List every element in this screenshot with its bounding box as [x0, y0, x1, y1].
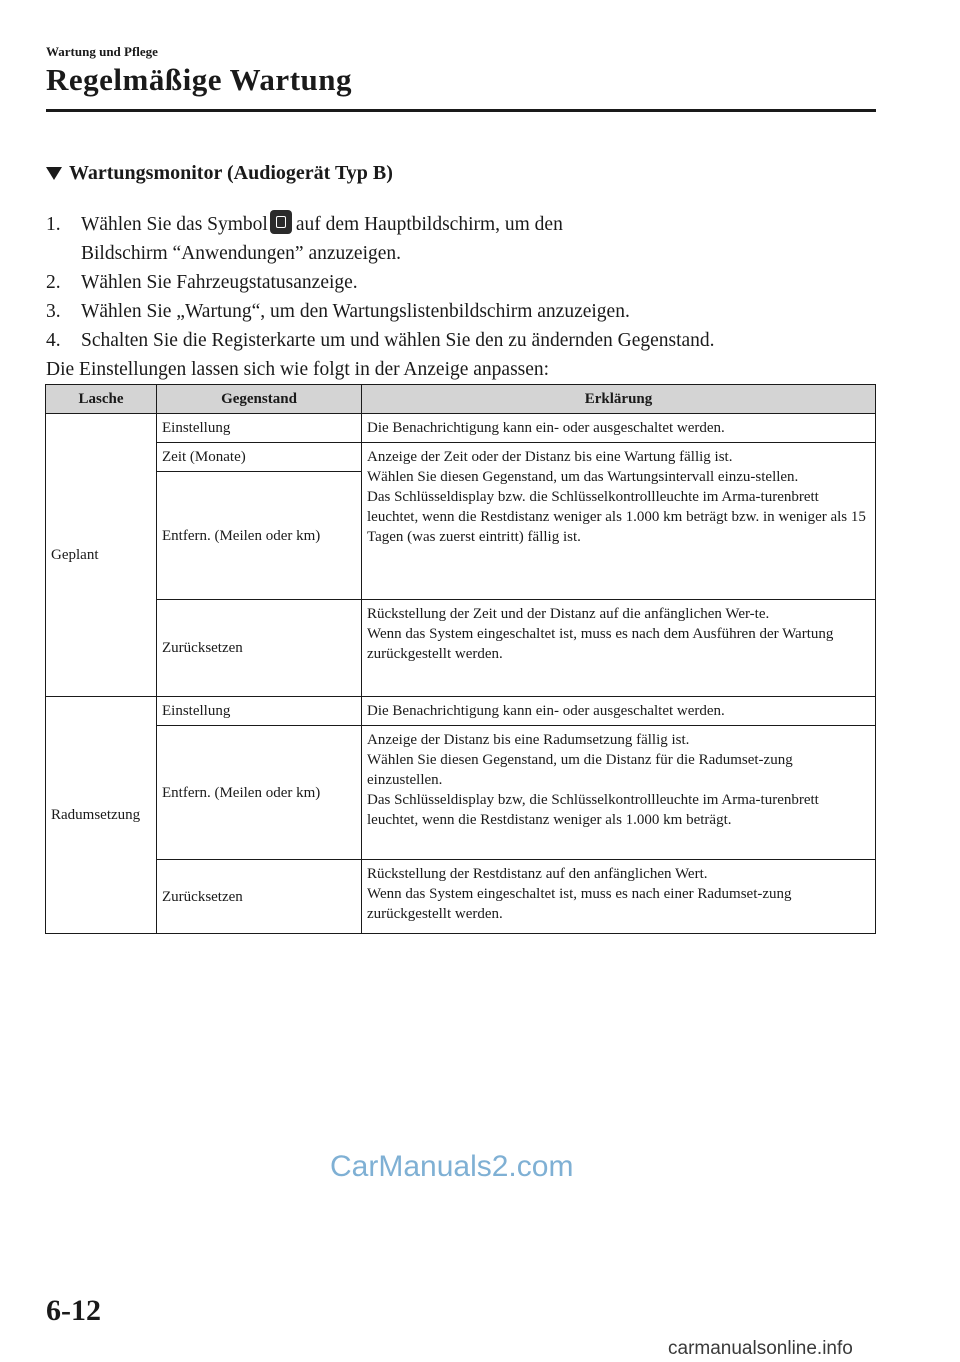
explanation-line: Das Schlüsseldisplay bzw, die Schlüsselkontrollleuchte im Arma-turenbrett leuchtet, wenn die Restdistanz weniger als 1.000 km beträgt. — [367, 792, 819, 828]
step-text: Bildschirm “Anwendungen” anzuzeigen. — [81, 243, 402, 264]
table-row — [46, 443, 876, 472]
item-cell: Zurücksetzen — [157, 600, 362, 697]
instruction-steps — [46, 210, 876, 384]
step-1 — [46, 210, 876, 268]
explanation-cell — [362, 443, 876, 600]
title-divider — [46, 109, 876, 112]
header-gegenstand: Gegenstand — [157, 385, 362, 414]
table-row — [46, 697, 876, 726]
step-text: Wählen Sie Fahrzeugstatusanzeige. — [81, 272, 358, 293]
explanation-line: Die Benachrichtigung kann ein- oder ausgeschaltet werden. — [367, 420, 725, 436]
explanation-line: Rückstellung der Zeit und der Distanz auf die anfänglichen Wer-te. — [367, 606, 770, 622]
step-text: auf dem Hauptbildschirm, um den — [295, 214, 563, 235]
item-cell: Entfern. (Meilen oder km) — [157, 726, 362, 860]
item-cell: Entfern. (Meilen oder km) — [157, 472, 362, 600]
explanation-line: Wählen Sie diesen Gegenstand, um das Wartungsintervall einzu-stellen. — [367, 469, 799, 485]
step-4 — [46, 326, 876, 355]
item-cell: Einstellung — [157, 697, 362, 726]
table-header-row — [46, 385, 876, 414]
step-3 — [46, 297, 876, 326]
app-icon — [270, 210, 292, 234]
table-row — [46, 414, 876, 443]
explanation-line: Wenn das System eingeschaltet ist, muss es nach einer Radumset-zung zurückgestellt werden. — [367, 886, 792, 922]
tab-cell-radumsetzung: Radumsetzung — [46, 697, 157, 934]
explanation-line: Wählen Sie diesen Gegenstand, um die Distanz für die Radumset-zung einzustellen. — [367, 752, 793, 788]
watermark-secondary: carmanualsonline.info — [668, 1338, 853, 1359]
explanation-line: Rückstellung der Restdistanz auf den anfänglichen Wert. — [367, 866, 708, 882]
explanation-line: Anzeige der Zeit oder der Distanz bis eine Wartung fällig ist. — [367, 449, 733, 465]
step-text: Wählen Sie „Wartung“, um den Wartungslistenbildschirm anzuzeigen. — [81, 301, 630, 322]
step-number: 3. — [46, 301, 61, 322]
explanation-cell — [362, 697, 876, 726]
explanation-line: Die Benachrichtigung kann ein- oder ausgeschaltet werden. — [367, 703, 725, 719]
explanation-line: Anzeige der Distanz bis eine Radumsetzung fällig ist. — [367, 732, 690, 748]
maintenance-settings-table — [45, 384, 876, 934]
triangle-bullet-icon — [46, 167, 62, 180]
tab-cell-geplant: Geplant — [46, 414, 157, 697]
item-cell: Zurücksetzen — [157, 860, 362, 934]
step-2 — [46, 268, 876, 297]
explanation-line: Wenn das System eingeschaltet ist, muss es nach dem Ausführen der Wartung zurückgestellt werden. — [367, 626, 834, 662]
step-number: 1. — [46, 214, 61, 235]
step-text: Schalten Sie die Registerkarte um und wählen Sie den zu ändernden Gegenstand. — [81, 330, 715, 351]
page-title: Regelmäßige Wartung — [46, 62, 352, 97]
explanation-line: Das Schlüsseldisplay bzw. die Schlüsselkontrollleuchte im Arma-turenbrett leuchtet, wenn die Restdistanz weniger als 1.000 km beträgt bzw. in weniger als 15 Tagen (was zuerst eintritt) fällig ist. — [367, 489, 866, 545]
item-cell: Zeit (Monate) — [157, 443, 362, 472]
page-number: 6-12 — [46, 1294, 101, 1327]
table-row — [46, 600, 876, 697]
chapter-title: Wartung und Pflege — [46, 44, 158, 59]
item-cell: Einstellung — [157, 414, 362, 443]
explanation-cell — [362, 600, 876, 697]
section-title: Wartungsmonitor (Audiogerät Typ B) — [69, 162, 393, 184]
step-number: 4. — [46, 330, 61, 351]
header-lasche: Lasche — [46, 385, 157, 414]
table-row — [46, 726, 876, 860]
step-number: 2. — [46, 272, 61, 293]
explanation-cell — [362, 414, 876, 443]
watermark-primary: CarManuals2.com — [330, 1150, 574, 1183]
explanation-cell — [362, 860, 876, 934]
section-heading — [46, 162, 393, 185]
intro-paragraph: Die Einstellungen lassen sich wie folgt in der Anzeige anpassen: — [46, 359, 550, 380]
header-erklaerung: Erklärung — [362, 385, 876, 414]
table-row — [46, 860, 876, 934]
step-text: Wählen Sie das Symbol — [81, 214, 268, 235]
explanation-cell — [362, 726, 876, 860]
